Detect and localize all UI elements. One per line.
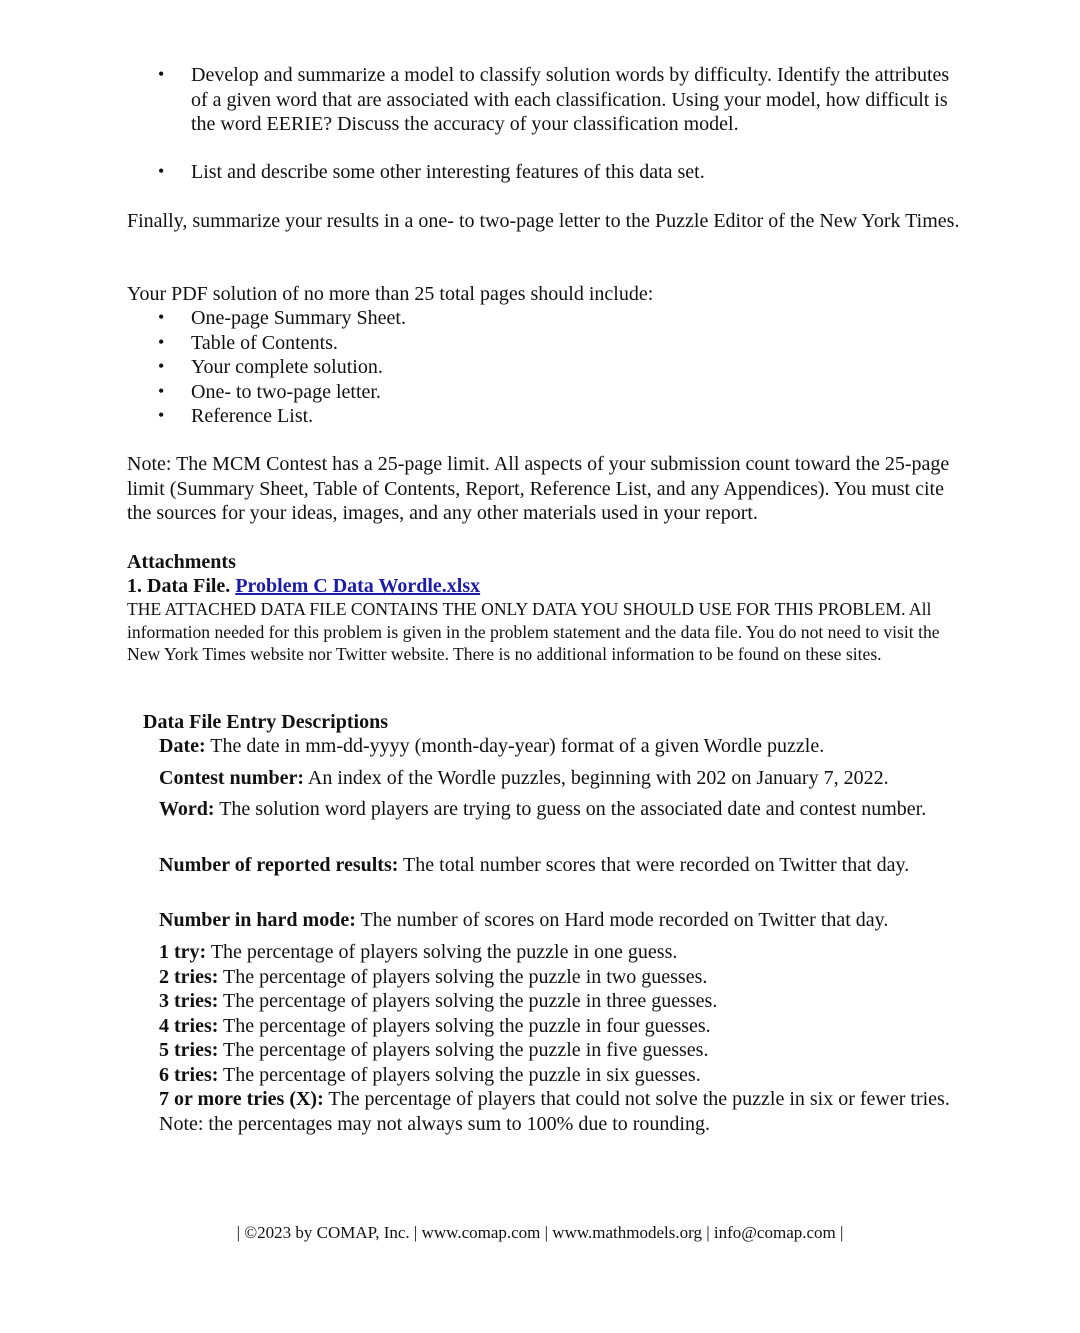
- entry-text: The percentage of players solving the puzzle in four guesses.: [218, 1014, 711, 1037]
- entry-description: [159, 766, 959, 791]
- entry-term: Word:: [159, 798, 215, 820]
- tries-description: [159, 1087, 959, 1136]
- entry-text: The total number scores that were recorded on Twitter that day.: [398, 854, 910, 876]
- entry-term: 6 tries:: [159, 1063, 219, 1086]
- entry-term: Number in hard mode:: [159, 909, 356, 931]
- entry-term: 7 or more tries (X):: [159, 1088, 324, 1110]
- entry-text: The percentage of players solving the puzzle in six guesses.: [218, 1063, 701, 1086]
- bullet-icon: •: [158, 307, 165, 327]
- entry-term: 5 tries:: [159, 1039, 219, 1061]
- bullet-icon: •: [158, 161, 165, 181]
- entry-text: The percentage of players solving the puzzle in five guesses.: [218, 1039, 709, 1061]
- task-bullet: Develop and summarize a model to classify solution words by difficulty. Identify the attributes of a given word that are associated with each classification. Using your model, how difficult is the word EERIE? Discuss the accuracy of your classification model.: [191, 64, 950, 135]
- pdf-item: Your complete solution.: [191, 356, 383, 378]
- tries-description: [159, 989, 959, 1014]
- bullet-icon: •: [158, 331, 165, 352]
- entry-text: The percentage of players solving the puzzle in one guess.: [206, 941, 678, 963]
- footer: | ©2023 by COMAP, Inc. | www.comap.com | www.mathmodels.org | info@comap.com |: [236, 1223, 844, 1242]
- entry-text: The date in mm-dd-yyyy (month-day-year) format of a given Wordle puzzle.: [205, 735, 825, 757]
- pdf-item: Table of Contents.: [191, 331, 338, 354]
- bullet-icon: •: [158, 64, 165, 84]
- note-paragraph: Note: The MCM Contest has a 25-page limit. All aspects of your submission count toward the 25-page limit (Summary Sheet, Table of Contents, Report, Reference List, and any Appendices). You must cite the sources for your ideas, images, and any other materials used in your report.: [127, 453, 950, 524]
- task-bullet: List and describe some other interesting features of this data set.: [191, 161, 705, 183]
- data-file-link[interactable]: Problem C Data Wordle.xlsx: [235, 575, 481, 597]
- entry-term: 1 try:: [159, 941, 207, 963]
- entry-text: The percentage of players solving the puzzle in two guesses.: [218, 965, 708, 988]
- data-file-label: 1. Data File.: [127, 575, 231, 597]
- entry-description: [159, 734, 959, 759]
- entry-description: [159, 908, 959, 933]
- pdf-intro: Your PDF solution of no more than 25 total pages should include:: [127, 283, 654, 305]
- tries-description: [159, 940, 959, 965]
- pdf-item: One- to two-page letter.: [191, 380, 381, 403]
- attachments-heading: Attachments: [127, 551, 236, 573]
- entry-term: Date:: [159, 735, 206, 757]
- pdf-item: Reference List.: [191, 405, 314, 427]
- entry-term: Number of reported results:: [159, 854, 399, 876]
- bullet-icon: •: [158, 405, 165, 425]
- finally-paragraph: Finally, summarize your results in a one- to two-page letter to the Puzzle Editor of the New York Times.: [127, 210, 960, 232]
- entry-term: 2 tries:: [159, 965, 219, 988]
- entry-description: [159, 797, 959, 822]
- entry-term: Contest number:: [159, 767, 304, 789]
- bullet-icon: •: [158, 356, 165, 376]
- entry-description: [159, 853, 959, 878]
- entry-term: 3 tries:: [159, 990, 219, 1012]
- tries-description: [159, 1038, 959, 1063]
- entry-term: 4 tries:: [159, 1014, 219, 1037]
- descriptions-heading: Data File Entry Descriptions: [143, 711, 388, 733]
- tries-description: [159, 1063, 959, 1088]
- bullet-icon: •: [158, 380, 165, 401]
- tries-description: [159, 1014, 959, 1039]
- entry-text: The solution word players are trying to guess on the associated date and contest number.: [214, 798, 927, 820]
- entry-text: The percentage of players solving the puzzle in three guesses.: [218, 990, 718, 1012]
- entry-text: An index of the Wordle puzzles, beginning with 202 on January 7, 2022.: [304, 767, 889, 789]
- pdf-item: One-page Summary Sheet.: [191, 307, 406, 329]
- entry-text: The percentage of players that could not solve the puzzle in six or fewer tries. Note: the percentages may not always sum to 100% due to rounding.: [159, 1088, 950, 1135]
- entry-text: The number of scores on Hard mode recorded on Twitter that day.: [355, 909, 889, 931]
- data-notice: THE ATTACHED DATA FILE CONTAINS THE ONLY DATA YOU SHOULD USE FOR THIS PROBLEM. All information needed for this problem is given in the problem statement and the data file. You do not need to visit the New York Times website nor Twitter website. There is no additional information to be found on these sites.: [127, 599, 940, 664]
- tries-description: [159, 965, 959, 990]
